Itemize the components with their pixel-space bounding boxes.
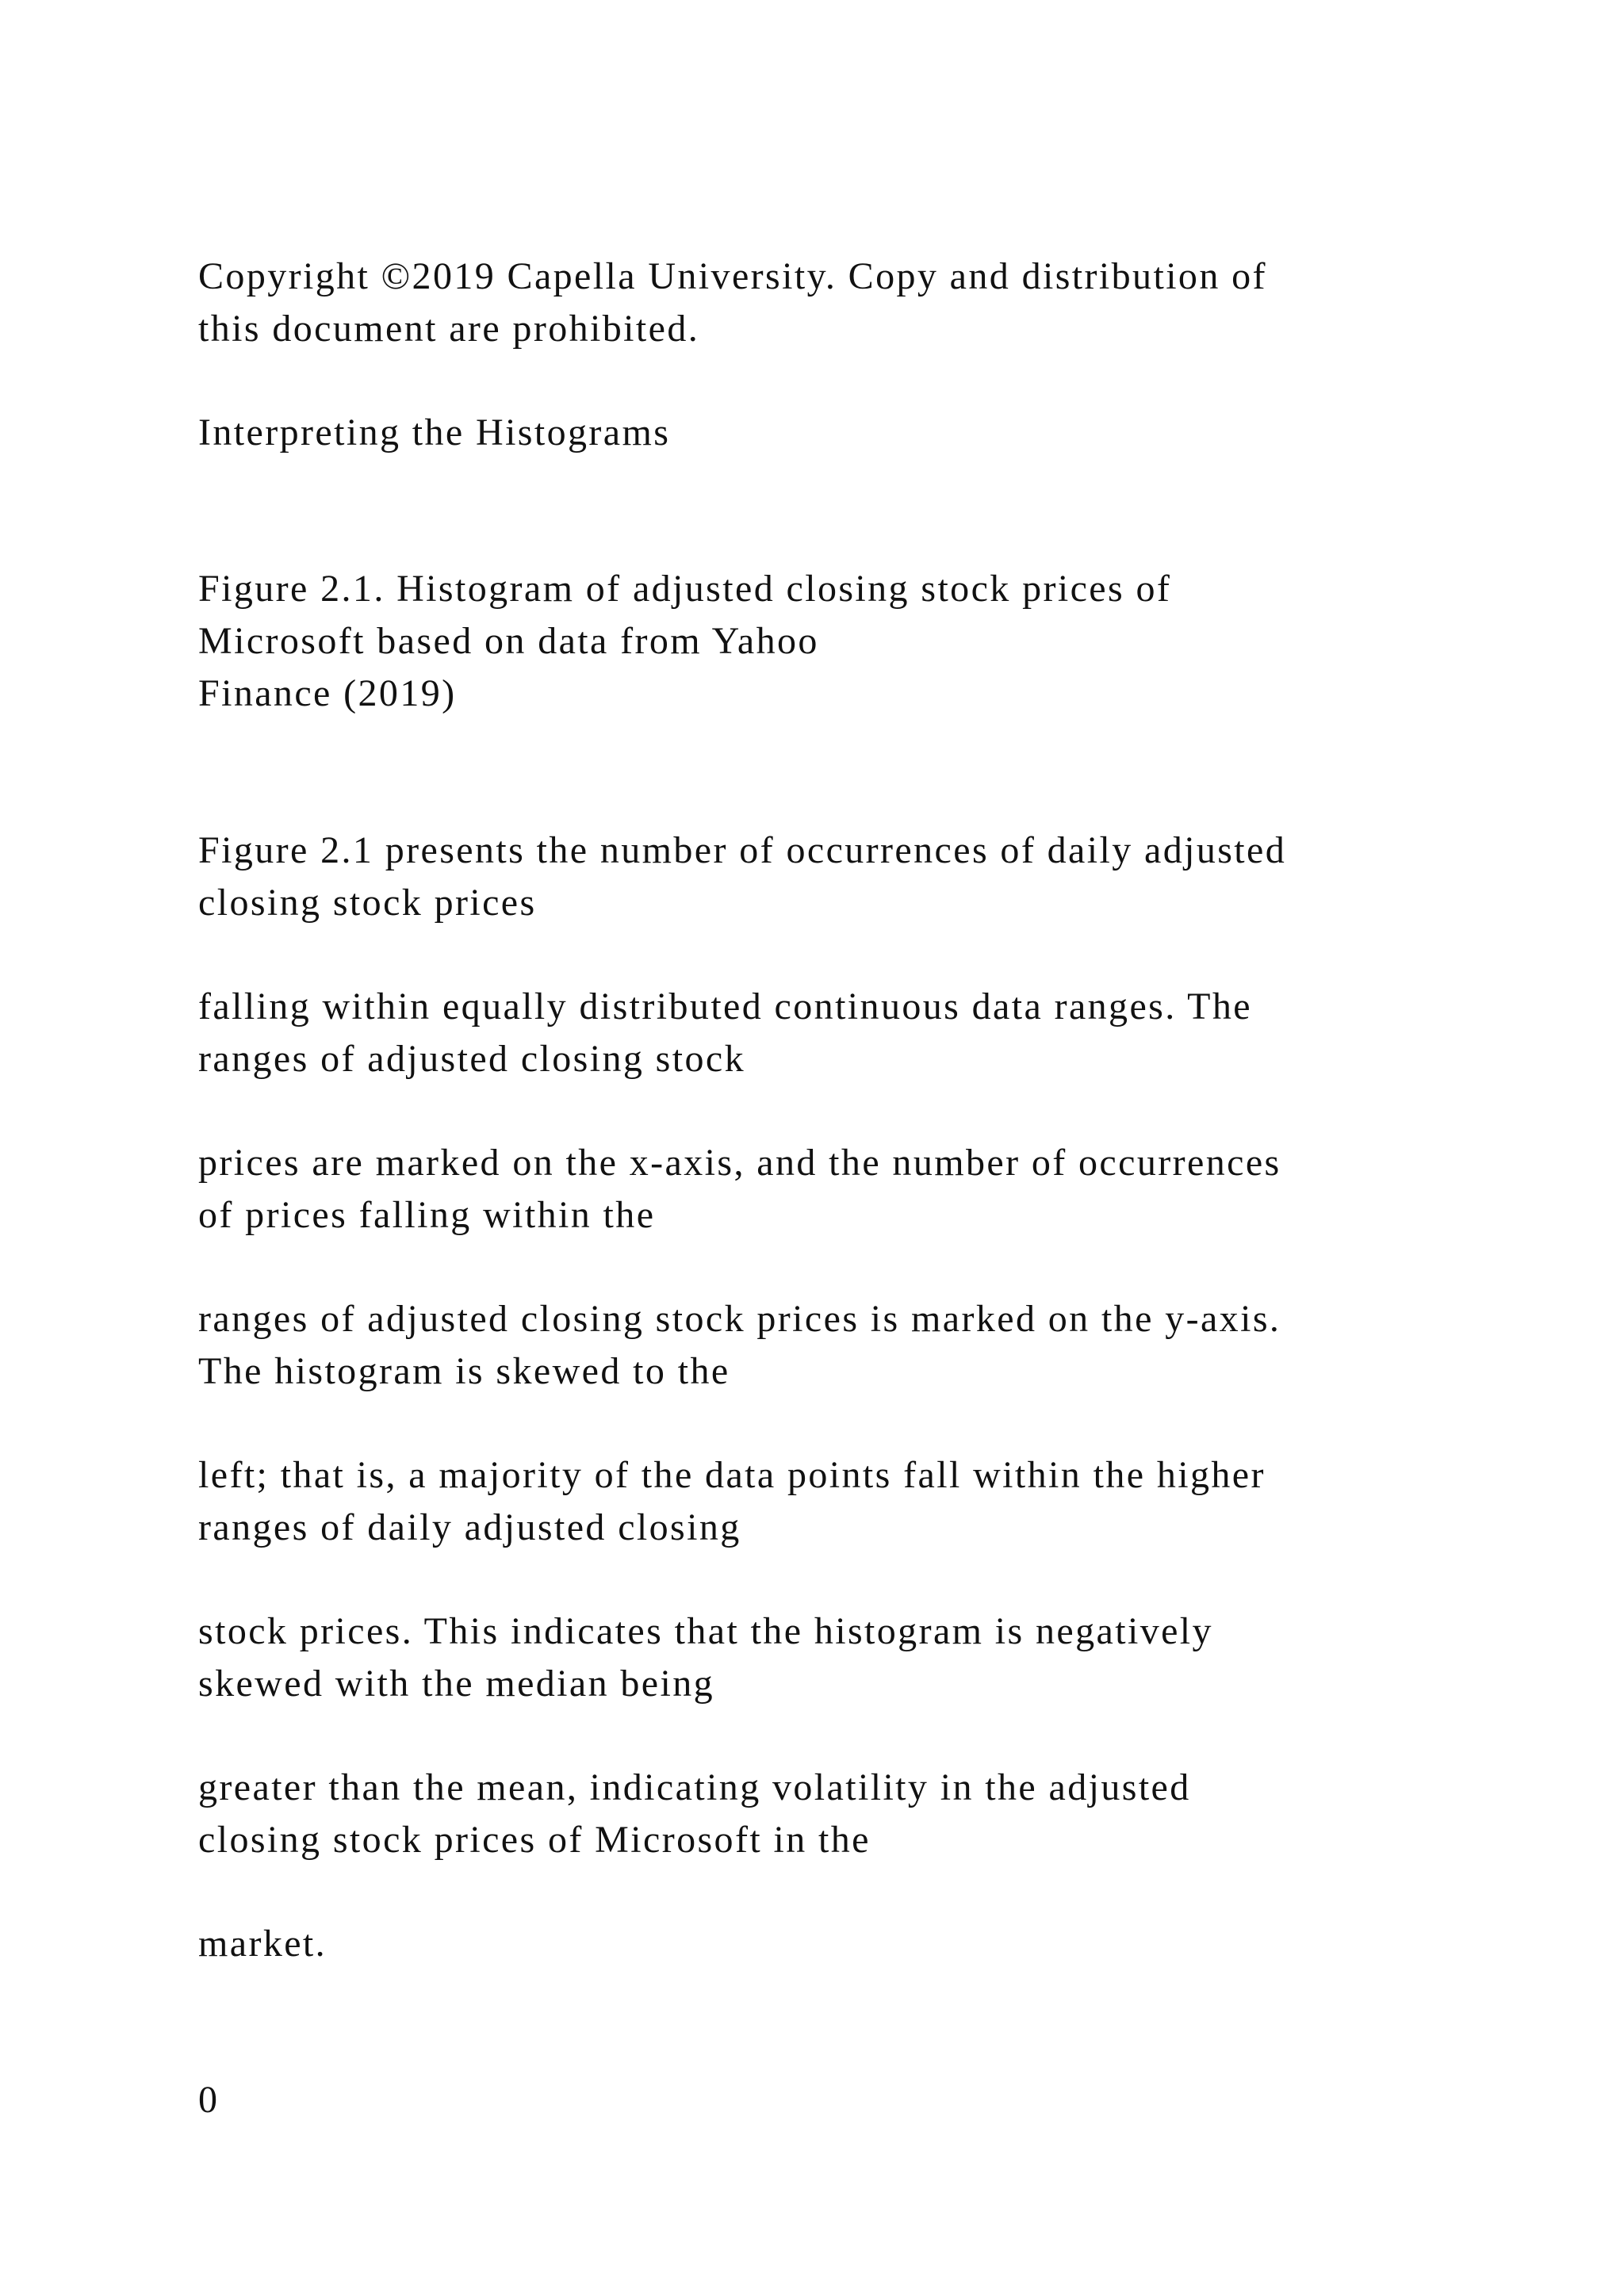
paragraph [198, 1605, 1546, 1710]
paragraph-line: falling within equally distributed continuous data ranges. The [198, 985, 1252, 1027]
paragraph-line: skewed with the median being [198, 1663, 715, 1705]
paragraph-line: market. [198, 1923, 327, 1965]
paragraph-line: prices are marked on the x-axis, and the number of occurrences [198, 1142, 1281, 1184]
figure-caption [198, 563, 1546, 720]
paragraph-line: ranges of daily adjusted closing [198, 1506, 741, 1548]
copyright-line: Copyright ©2019 Capella University. Copy and distribution of [198, 255, 1267, 297]
paragraph [198, 981, 1546, 1085]
paragraph-line: greater than the mean, indicating volatility in the adjusted [198, 1766, 1191, 1808]
paragraph-line: left; that is, a majority of the data points fall within the higher [198, 1454, 1266, 1496]
paragraph [198, 1137, 1546, 1242]
paragraph-line: ranges of adjusted closing stock [198, 1038, 745, 1080]
figure-caption-line: Microsoft based on data from Yahoo [198, 620, 819, 662]
figure-caption-line: Figure 2.1. Histogram of adjusted closing stock prices of [198, 568, 1172, 610]
paragraph [198, 1918, 1546, 1970]
paragraph-line: Figure 2.1 presents the number of occurrences of daily adjusted [198, 829, 1287, 871]
paragraph-line: of prices falling within the [198, 1194, 656, 1236]
section-heading-text: Interpreting the Histograms [198, 411, 671, 453]
paragraph [198, 825, 1546, 929]
paragraph-line: The histogram is skewed to the [198, 1350, 730, 1392]
figure-caption-line: Finance (2019) [198, 672, 457, 714]
page-number [198, 2074, 1546, 2126]
copyright-notice [198, 251, 1546, 355]
paragraph [198, 1762, 1546, 1866]
paragraph-line: closing stock prices [198, 882, 537, 924]
paragraph-line: closing stock prices of Microsoft in the [198, 1819, 871, 1861]
paragraph-line: ranges of adjusted closing stock prices is marked on the y-axis. [198, 1298, 1281, 1340]
paragraph [198, 1449, 1546, 1554]
page-number-text: 0 [198, 2079, 220, 2121]
paragraph [198, 1293, 1546, 1398]
copyright-line: this document are prohibited. [198, 308, 700, 350]
paragraph-line: stock prices. This indicates that the histogram is negatively [198, 1610, 1213, 1652]
section-heading [198, 407, 1546, 459]
